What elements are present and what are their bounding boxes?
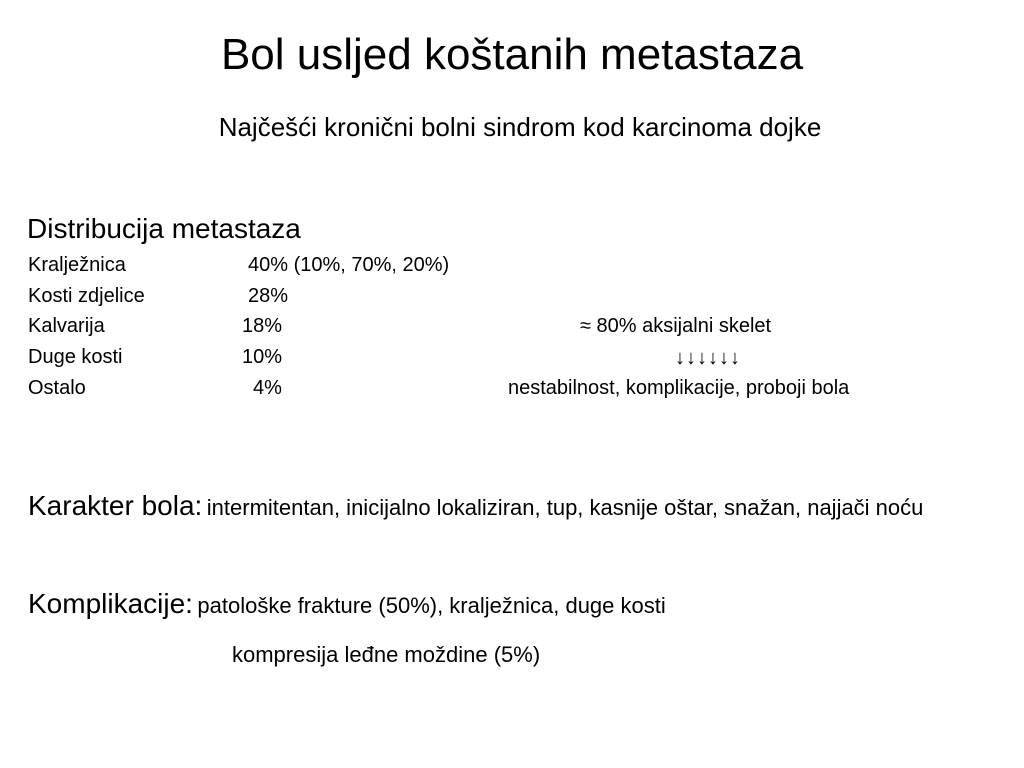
distribution-value-pelvis: 28%: [248, 285, 289, 307]
pain-character-paragraph: [28, 488, 988, 529]
distribution-label-long-bones: Duge kosti: [28, 346, 123, 368]
distribution-value-skull: 18%: [242, 315, 283, 337]
axial-skeleton-note: ≈ 80% aksijalni skelet: [580, 315, 772, 337]
complications-text-2: kompresija leđne moždine (5%): [232, 642, 541, 667]
pain-character-text: intermitentan, inicijalno lokaliziran, tup, kasnije oštar, snažan, najjači noću: [206, 495, 924, 520]
consequences-note: nestabilnost, komplikacije, proboji bola: [508, 377, 850, 399]
complications-paragraph: [28, 586, 988, 627]
distribution-value-other: 4%: [253, 377, 282, 399]
distribution-value-long-bones: 10%: [242, 346, 283, 368]
slide-subtitle: Najčešći kronični bolni sindrom kod karcinoma dojke: [218, 112, 822, 142]
distribution-label-pelvis: Kosti zdjelice: [28, 285, 145, 307]
complications-label: Komplikacije:: [28, 588, 193, 619]
slide-title: Bol usljed koštanih metastaza: [220, 30, 804, 79]
distribution-label-spine: Kralježnica: [28, 254, 126, 276]
distribution-label-skull: Kalvarija: [28, 315, 105, 337]
distribution-heading: Distribucija metastaza: [27, 213, 301, 244]
distribution-label-other: Ostalo: [28, 377, 86, 399]
down-arrows-icon: ↓↓↓↓↓↓: [675, 347, 741, 369]
complications-text: patološke frakture (50%), kralježnica, duge kosti: [197, 593, 666, 618]
pain-character-label: Karakter bola:: [28, 490, 203, 521]
distribution-value-spine: 40% (10%, 70%, 20%): [248, 254, 450, 276]
